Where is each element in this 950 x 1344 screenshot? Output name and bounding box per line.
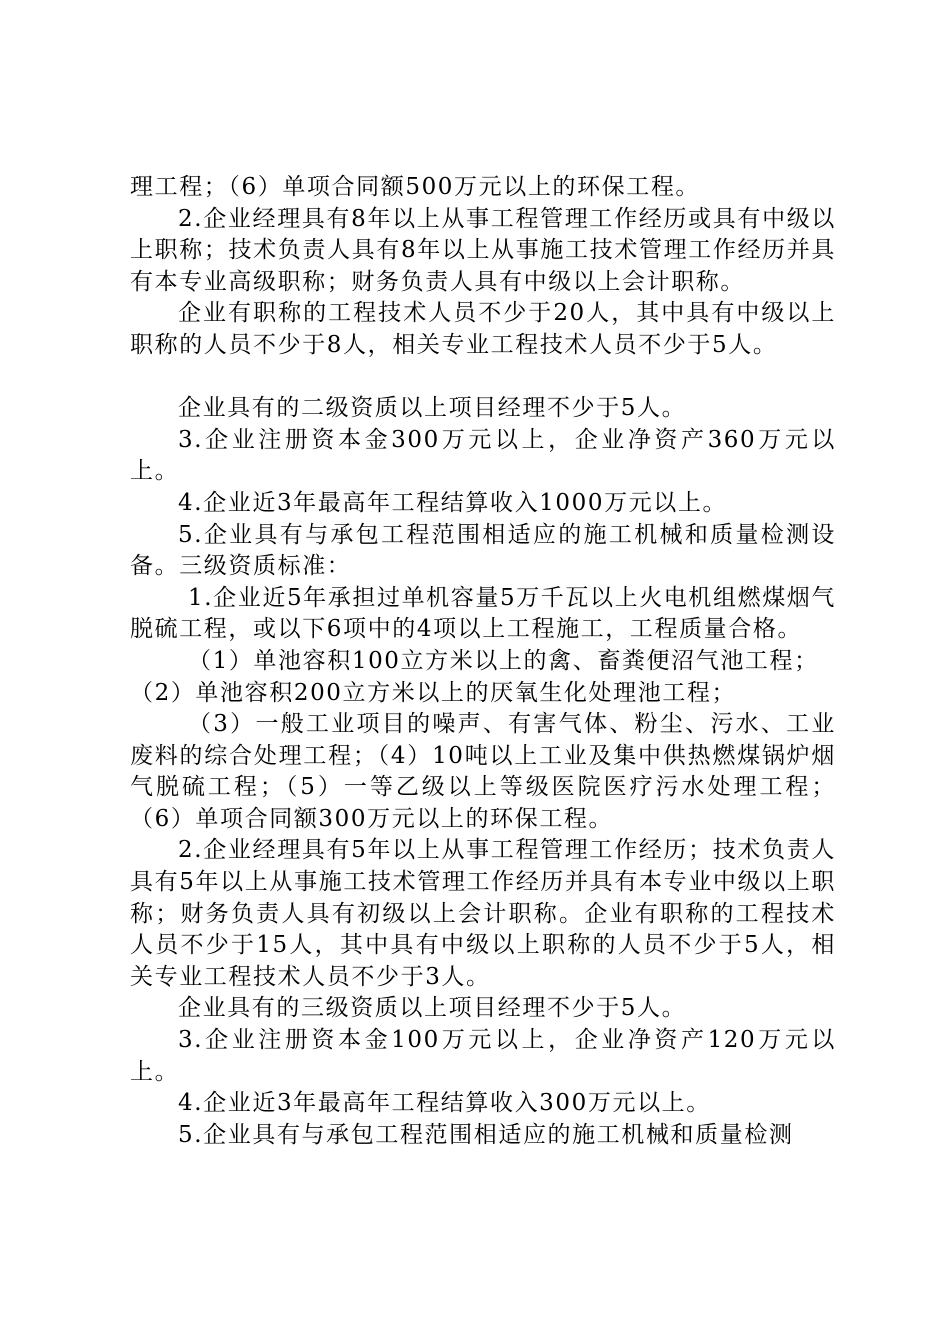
paragraph: 4.企业近3年最高年工程结算收入300万元以上。 — [178, 1090, 711, 1117]
paragraph: （1）单池容积100立方米以上的禽、畜粪便沼气池工程； — [188, 647, 819, 674]
paragraph: 企业具有的二级资质以上项目经理不少于5人。 — [178, 395, 687, 422]
paragraph: 1.企业近5年承担过单机容量5万千瓦以上火电机组燃煤烟气脱硫工程，或以下6项中的4项以上工程施工，工程质量合格。 — [130, 584, 837, 643]
paragraph-spacer — [130, 362, 836, 394]
paragraph: 2.企业经理具有8年以上从事工程管理工作经历或具有中级以上职称；技术负责人具有8年以上从事施工技术管理工作经历并具有本专业高级职称；财务负责人具有中级以上会计职称。 — [130, 205, 836, 295]
paragraph: 企业有职称的工程技术人员不少于20人，其中具有中级以上职称的人员不少于8人，相关专业工程技术人员不少于5人。 — [130, 300, 836, 358]
paragraph: 3.企业注册资本金300万元以上，企业净资产360万元以上。 — [130, 426, 836, 485]
paragraph: 企业具有的三级资质以上项目经理不少于5人。 — [178, 995, 687, 1022]
paragraph: 5.企业具有与承包工程范围相适应的施工机械和质量检测设备。三级资质标准： — [130, 521, 836, 580]
paragraph: 2.企业经理具有5年以上从事工程管理工作经历；技术负责人具有5年以上从事施工技术管理工作经历并具有本专业中级以上职称；财务负责人具有初级以上会计职称。企业有职称的工程技术人员不少于15人，其中具有中级以上职称的人员不少于5人，相关专业工程技术人员不少于3人。 — [130, 837, 836, 990]
paragraph: 4.企业近3年最高年工程结算收入1000万元以上。 — [178, 489, 728, 516]
paragraph: （2）单池容积200立方米以上的厌氧生化处理池工程； — [130, 679, 737, 706]
paragraph: 3.企业注册资本金100万元以上，企业净资产120万元以上。 — [130, 1027, 836, 1085]
document-body — [130, 172, 836, 1151]
paragraph: （3）一般工业项目的噪声、有害气体、粉尘、污水、工业废料的综合处理工程；（4）10吨以上工业及集中供热燃煤锅炉烟气脱硫工程；（5）一等乙级以上等级医院医疗污水处理工程；（6）单项合同额300万元以上的环保工程。 — [130, 711, 836, 832]
paragraph: 理工程；（6）单项合同额500万元以上的环保工程。 — [130, 174, 701, 200]
paragraph: 5.企业具有与承包工程范围相适应的施工机械和质量检测 — [178, 1121, 794, 1148]
